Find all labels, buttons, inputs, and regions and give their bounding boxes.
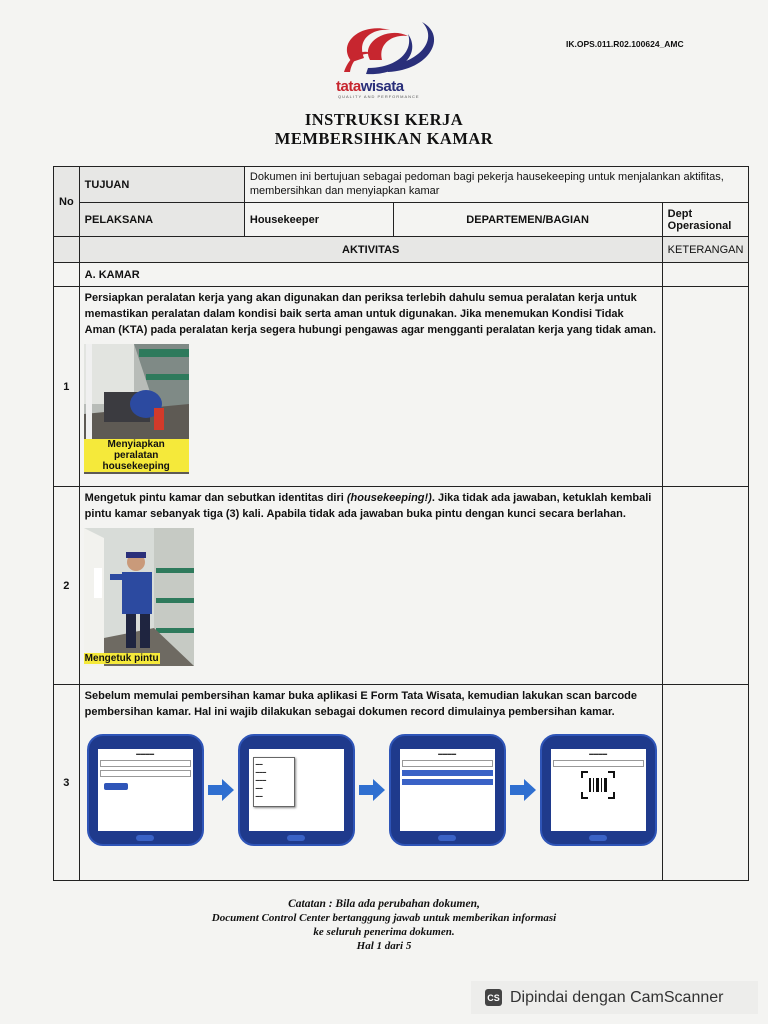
keterangan-cell [662, 487, 749, 685]
table-row [54, 685, 749, 881]
section-title: A. KAMAR [79, 263, 662, 287]
screen-field [402, 760, 493, 767]
activity-text: Sebelum memulai pembersihan kamar buka aplikasi E Form Tata Wisata, kemudian lakukan scan barcode pembersihan kamar. Hal ini wajib dilakukan sebagai dokumen record dimulainya pembersihan kamar. [84, 690, 638, 718]
form-screen [400, 749, 495, 831]
phone-home-button [136, 835, 154, 841]
table-row [54, 287, 749, 487]
phone-scan-screen [540, 734, 657, 846]
tujuan-label: TUJUAN [79, 167, 244, 203]
logo-tagline: QUALITY AND PERFORMANCE [338, 94, 420, 99]
screen-bar [402, 779, 493, 785]
photo-caption: Mengetuk pintu [84, 653, 159, 664]
screen-field [100, 770, 191, 777]
activity-text: Persiapkan peralatan kerja yang akan digunakan dan periksa terlebih dahulu semua peralatan kerja untuk memastikan peralatan dalam kondisi baik serta aman untuk digunakan. Jika menemukan Kondisi Tidak Aman (KTA) pada peralatan kerja segera hubungi pengawas agar mengganti peralatan kerja yang tidak aman. [84, 292, 657, 336]
instruction-table [53, 166, 749, 881]
screen-field [100, 760, 191, 767]
arrow-right-icon [359, 779, 385, 801]
activity-cell [79, 487, 662, 685]
screen-bar [402, 770, 493, 776]
screen-menu: ▬▬ ▬▬▬ ▬▬▬ ▬▬ ▬▬ [253, 757, 295, 807]
title-line-1: INSTRUKSI KERJA [304, 110, 464, 129]
watermark-text: Dipindai dengan CamScanner [510, 988, 724, 1006]
keterangan-cell [662, 263, 749, 287]
logo-wordmark: tatawisata [336, 78, 404, 95]
phone-home-button [438, 835, 456, 841]
row-number: 1 [54, 287, 80, 487]
screen-field [553, 760, 644, 767]
pelaksana-value: Housekeeper [244, 203, 393, 237]
blank-cell [54, 237, 80, 263]
activity-cell [79, 685, 662, 881]
phone-home-button [287, 835, 305, 841]
photo-caption: Menyiapkan peralatan housekeeping [84, 439, 189, 472]
phone-menu-screen [238, 734, 355, 846]
activity-cell [79, 287, 662, 487]
table-row [54, 487, 749, 685]
phone-home-button [589, 835, 607, 841]
photo-housekeeping-equipment [84, 344, 189, 474]
app-flow-illustration [87, 734, 657, 846]
activity-text: Mengetuk pintu kamar dan sebutkan identitas diri (housekeeping!). Jika tidak ada jawaban, ketuklah kembali pintu kamar sebanyak tiga (3) kali. Apabila tidak ada jawaban buka pintu dengan kunci secara berlahan. [84, 492, 652, 520]
row-number: 2 [54, 487, 80, 685]
login-screen [98, 749, 193, 831]
note-line: Document Control Center bertanggung jawab untuk memberikan informasi [211, 912, 557, 924]
aktivitas-header: AKTIVITAS [79, 237, 662, 263]
screen-header-bar: ▬▬▬▬ [589, 751, 608, 756]
page-title [0, 110, 768, 148]
document-notes [0, 897, 768, 953]
arrow-right-icon [208, 779, 234, 801]
knocking-photo-graphic [84, 528, 194, 666]
page-number: Hal 1 dari 5 [356, 940, 412, 952]
document-code: IK.OPS.011.R02.100624_AMC [566, 39, 684, 49]
camscanner-icon: CS [485, 989, 502, 1006]
note-line: ke seluruh penerima dokumen. [313, 926, 455, 938]
tujuan-text: Dokumen ini bertujuan sebagai pedoman bagi pekerja hausekeeping untuk menjalankan aktifitas, membersihkan dan menyiapkan kamar [244, 167, 749, 203]
screen-header-bar: ▬▬▬▬ [438, 751, 457, 756]
blank-cell [54, 263, 80, 287]
arrow-right-icon [510, 779, 536, 801]
menu-screen [249, 749, 344, 831]
keterangan-cell [662, 287, 749, 487]
photo-knocking-door [84, 528, 194, 666]
departemen-label: DEPARTEMEN/BAGIAN [393, 203, 662, 237]
screen-button [104, 783, 128, 790]
row-number: 3 [54, 685, 80, 881]
screen-header-bar: ▬▬▬▬ [136, 751, 155, 756]
title-line-2: MEMBERSIHKAN KAMAR [274, 129, 494, 148]
phone-login-screen [87, 734, 204, 846]
barcode-scan-icon [580, 770, 616, 800]
departemen-value: Dept Operasional [662, 203, 749, 237]
keterangan-header: KETERANGAN [662, 237, 749, 263]
note-line: Catatan : Bila ada perubahan dokumen, [288, 898, 480, 910]
phone-form-screen [389, 734, 506, 846]
scan-screen [551, 749, 646, 831]
no-header: No [54, 167, 80, 237]
camscanner-watermark [471, 981, 758, 1014]
pelaksana-label: PELAKSANA [79, 203, 244, 237]
keterangan-cell [662, 685, 749, 881]
